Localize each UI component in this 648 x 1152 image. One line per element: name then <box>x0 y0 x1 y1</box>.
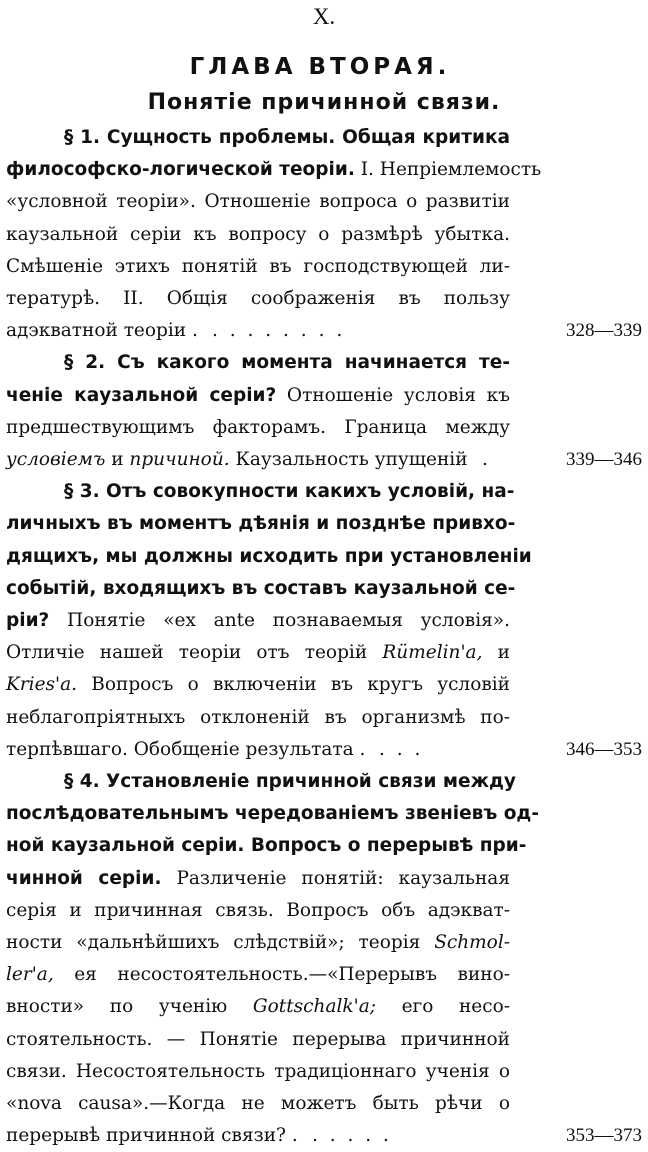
body-text: Различеніе понятій: каузальная <box>161 868 510 889</box>
body-text: перерывѣ причинной связи? . <box>6 1125 298 1146</box>
toc-line <box>6 219 510 251</box>
section-heading-text: ріи? <box>6 610 50 631</box>
chapter-title: ГЛАВА ВТОРАЯ. <box>189 54 451 80</box>
body-text: неблагопріятныхъ отклоненій въ организмѣ по- <box>6 707 510 728</box>
toc-line <box>6 605 510 637</box>
toc-line <box>6 830 527 862</box>
body-text: ея несостоятельность.—«Перерывъ вино- <box>53 964 510 985</box>
section-heading-text: послѣдовательнымъ чередованіемъ звеніевъ од- <box>6 803 540 824</box>
italic-term: Kries'a. <box>6 674 78 695</box>
leader-dots: . . . . . . . . <box>212 320 343 341</box>
page-range: 346—353 <box>566 739 642 760</box>
toc-line <box>6 380 510 412</box>
toc-line <box>6 669 510 701</box>
toc-line <box>6 959 510 991</box>
toc-line <box>6 412 510 444</box>
section-heading-text: § 1. Сущность проблемы. Общая критика <box>64 127 510 148</box>
page-range: 353—373 <box>566 1125 642 1146</box>
toc-line <box>6 541 532 573</box>
body-text: I. Непріемлемость <box>354 159 542 180</box>
leader-dots: . <box>482 449 488 470</box>
italic-term: Schmol- <box>434 932 510 953</box>
section-heading-text: чинной серіи. <box>6 868 162 889</box>
section-heading-text: событій, входящихъ въ составъ каузальной се- <box>6 578 516 599</box>
toc-line <box>64 347 510 379</box>
body-text: Отношеніе условія къ <box>276 385 510 406</box>
toc-line <box>6 895 510 927</box>
toc-line <box>6 508 516 540</box>
page-range: 339—346 <box>566 449 642 470</box>
section-heading-text: ной каузальной серіи. Вопросъ о перерывѣ при- <box>6 835 527 856</box>
section-heading-text: § 3. Отъ совокупности какихъ условій, на- <box>64 481 515 502</box>
body-text: Вопросъ о включеніи въ кругъ условій <box>77 674 510 695</box>
page-range: 328—339 <box>566 320 642 341</box>
body-text: Смѣшеніе этихъ понятій въ господствующей ли- <box>6 256 510 277</box>
toc-line <box>6 1056 510 1088</box>
body-text: стоятельность. — Понятіе перерыва причинной <box>6 1029 510 1050</box>
italic-term: условіемъ <box>6 449 106 470</box>
body-text: вности» по ученію <box>6 996 253 1017</box>
toc-line <box>6 798 540 830</box>
toc-line <box>6 702 510 734</box>
italic-term: Gottschalk'a; <box>252 996 376 1017</box>
section-heading-text: § 4. Установленіе причинной связи между <box>64 771 516 792</box>
body-text: «условной теоріи». Отношеніе вопроса о развитіи <box>6 191 510 212</box>
toc-line <box>6 444 510 476</box>
body-text: предшествующимъ факторамъ. Граница между <box>6 417 510 438</box>
page-number: X. <box>312 4 336 29</box>
toc-line <box>6 154 542 186</box>
toc-line <box>6 1088 510 1120</box>
body-text: тературѣ. II. Общія соображенія въ пользу <box>6 288 510 309</box>
body-text: его несо- <box>375 996 511 1017</box>
body-text: связи. Несостоятельность традиціоннаго ученія о <box>6 1061 510 1082</box>
leader-dots: . . . . . <box>312 1125 389 1146</box>
italic-term: Rümelin'a, <box>382 642 483 663</box>
chapter-subtitle: Понятіе причинной связи. <box>147 90 501 115</box>
body-text: каузальной серіи къ вопросу о размѣрѣ убытка. <box>6 224 510 245</box>
toc-line <box>6 637 510 669</box>
toc-line <box>64 476 515 508</box>
italic-term: причиной. <box>129 449 230 470</box>
body-text: ности «дальнѣйшихъ слѣдствій»; теорія <box>6 932 435 953</box>
toc-line <box>64 122 510 154</box>
body-text: и <box>482 642 510 663</box>
toc-line <box>6 991 510 1023</box>
body-text: и <box>105 449 130 470</box>
body-text: Понятіе «ex ante познаваемыя условія». <box>49 610 510 631</box>
body-text: терпѣвшаго. Обобщеніе результата . <box>6 739 366 760</box>
body-text: адэкватной теоріи . <box>6 320 198 341</box>
toc-line <box>6 927 510 959</box>
toc-line <box>6 1024 510 1056</box>
body-text: Отличіе нашей теоріи отъ теорій <box>6 642 383 663</box>
section-heading-text: дящихъ, мы должны исходить при установленіи <box>6 546 532 567</box>
toc-line <box>6 283 510 315</box>
section-heading-text: § 2. Съ какого момента начинается те- <box>64 352 510 373</box>
body-text: серія и причинная связь. Вопросъ объ адэкват- <box>6 900 510 921</box>
body-text: «nova causa».—Когда не можетъ быть рѣчи о <box>6 1093 510 1114</box>
toc-line <box>6 573 516 605</box>
section-heading-text: философско-логической теоріи. <box>6 159 355 180</box>
italic-term: ler'a, <box>6 964 54 985</box>
section-heading-text: ченіе каузальной серіи? <box>6 385 277 406</box>
toc-line <box>64 766 516 798</box>
leader-dots: . . . <box>379 739 421 760</box>
section-heading-text: личныхъ въ моментъ дѣянія и позднѣе привхо- <box>6 513 516 534</box>
body-text: Каузальность упущеній <box>229 449 468 470</box>
toc-line <box>6 251 510 283</box>
toc-line <box>6 186 510 218</box>
toc-line <box>6 863 510 895</box>
